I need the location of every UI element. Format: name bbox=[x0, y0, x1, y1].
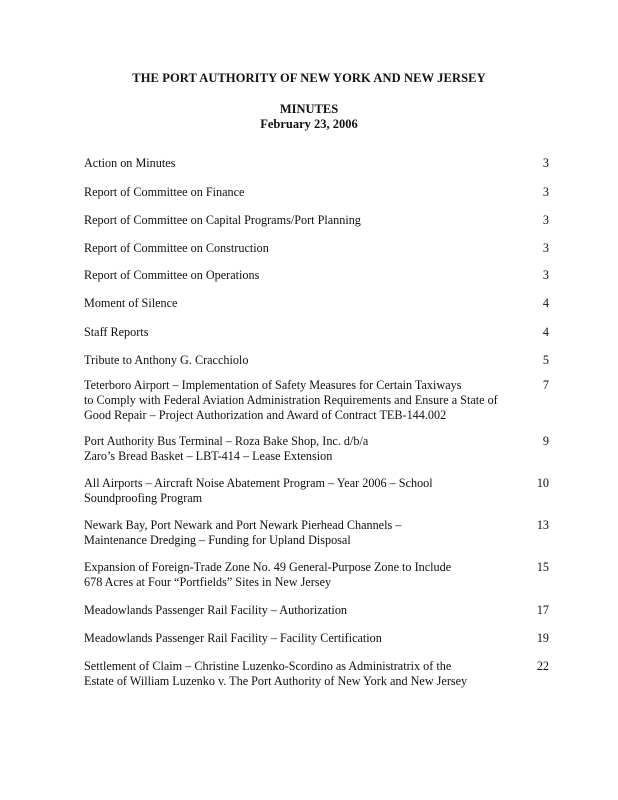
toc-page-number: 19 bbox=[536, 631, 549, 645]
toc-page-number: 13 bbox=[536, 518, 549, 532]
toc-entry bbox=[84, 434, 549, 464]
toc-entry-line: Report of Committee on Capital Programs/Port Planning bbox=[84, 213, 361, 227]
toc-entry bbox=[84, 378, 549, 423]
toc-entry-title bbox=[84, 631, 504, 646]
toc-entry-title bbox=[84, 268, 504, 283]
toc-entry-line: Moment of Silence bbox=[84, 296, 178, 310]
toc-entry bbox=[84, 603, 549, 618]
toc-entry bbox=[84, 518, 549, 548]
toc-entry-line: 678 Acres at Four “Portfields” Sites in New Jersey bbox=[84, 575, 332, 589]
toc-page-number: 3 bbox=[542, 268, 549, 282]
toc-entry-title bbox=[84, 241, 504, 256]
toc-page-number: 7 bbox=[542, 378, 549, 392]
toc-entry-line: Meadowlands Passenger Rail Facility – Facility Certification bbox=[84, 631, 382, 645]
toc-entry-title bbox=[84, 378, 504, 423]
toc-page-number: 3 bbox=[542, 185, 549, 199]
toc-page-number: 3 bbox=[542, 213, 549, 227]
toc-entry bbox=[84, 659, 549, 689]
toc-entry-title bbox=[84, 518, 504, 548]
toc-entry-line: Report of Committee on Finance bbox=[84, 185, 245, 199]
toc-entry-line: Port Authority Bus Terminal – Roza Bake Shop, Inc. d/b/a bbox=[84, 434, 369, 448]
toc-entry bbox=[84, 631, 549, 646]
toc-entry-title bbox=[84, 659, 504, 689]
toc-entry bbox=[84, 268, 549, 283]
toc-entry-title bbox=[84, 353, 504, 368]
toc-entry-title bbox=[84, 296, 504, 311]
toc-entry-title bbox=[84, 476, 504, 506]
toc-entry bbox=[84, 241, 549, 256]
toc-entry-title bbox=[84, 213, 504, 228]
toc-page-number: 22 bbox=[536, 659, 549, 673]
toc-page-number: 5 bbox=[542, 353, 549, 367]
toc-page-number: 3 bbox=[542, 156, 549, 170]
toc-entry-line: Report of Committee on Construction bbox=[84, 241, 269, 255]
toc-entry-title bbox=[84, 325, 504, 340]
toc-page-number: 4 bbox=[542, 296, 549, 310]
toc-entry bbox=[84, 353, 549, 368]
toc-entry bbox=[84, 296, 549, 311]
toc-entry-title bbox=[84, 185, 504, 200]
toc-entry-line: Teterboro Airport – Implementation of Safety Measures for Certain Taxiways bbox=[84, 378, 462, 392]
toc-entry bbox=[84, 156, 549, 171]
toc-entry bbox=[84, 213, 549, 228]
toc-entry-line: Action on Minutes bbox=[84, 156, 176, 170]
toc-entry-line: Good Repair – Project Authorization and Award of Contract TEB-144.002 bbox=[84, 408, 447, 422]
toc-entry-line: Tribute to Anthony G. Cracchiolo bbox=[84, 353, 249, 367]
toc-entry-line: All Airports – Aircraft Noise Abatement Program – Year 2006 – School bbox=[84, 476, 433, 490]
toc-entry-title bbox=[84, 434, 504, 464]
organization-title: THE PORT AUTHORITY OF NEW YORK AND NEW JERSEY bbox=[132, 71, 486, 85]
toc-page-number: 4 bbox=[542, 325, 549, 339]
toc-entry-line: Settlement of Claim – Christine Luzenko-Scordino as Administratrix of the bbox=[84, 659, 452, 673]
toc-entry-line: Estate of William Luzenko v. The Port Authority of New York and New Jersey bbox=[84, 674, 468, 688]
toc-entry bbox=[84, 560, 549, 590]
toc-page-number: 15 bbox=[536, 560, 549, 574]
toc-page-number: 10 bbox=[536, 476, 549, 490]
toc-entry-line: Expansion of Foreign-Trade Zone No. 49 General-Purpose Zone to Include bbox=[84, 560, 452, 574]
toc-entry-line: Zaro’s Bread Basket – LBT-414 – Lease Extension bbox=[84, 449, 333, 463]
toc-entry-line: Staff Reports bbox=[84, 325, 149, 339]
toc-page-number: 3 bbox=[542, 241, 549, 255]
document-title: MINUTES bbox=[279, 102, 339, 116]
toc-entry bbox=[84, 185, 549, 200]
toc-page-number: 17 bbox=[536, 603, 549, 617]
toc-page-number: 9 bbox=[542, 434, 549, 448]
meeting-date: February 23, 2006 bbox=[260, 117, 358, 131]
toc-entry-title bbox=[84, 560, 504, 590]
toc-entry bbox=[84, 476, 549, 506]
toc-entry bbox=[84, 325, 549, 340]
toc-entry-title bbox=[84, 156, 504, 171]
toc-entry-line: Newark Bay, Port Newark and Port Newark Pierhead Channels – bbox=[84, 518, 402, 532]
toc-entry-line: Report of Committee on Operations bbox=[84, 268, 260, 282]
toc-entry-line: to Comply with Federal Aviation Administration Requirements and Ensure a State of bbox=[84, 393, 498, 407]
toc-entry-line: Maintenance Dredging – Funding for Upland Disposal bbox=[84, 533, 351, 547]
toc-entry-line: Meadowlands Passenger Rail Facility – Authorization bbox=[84, 603, 348, 617]
toc-entry-title bbox=[84, 603, 504, 618]
toc-entry-line: Soundproofing Program bbox=[84, 491, 203, 505]
